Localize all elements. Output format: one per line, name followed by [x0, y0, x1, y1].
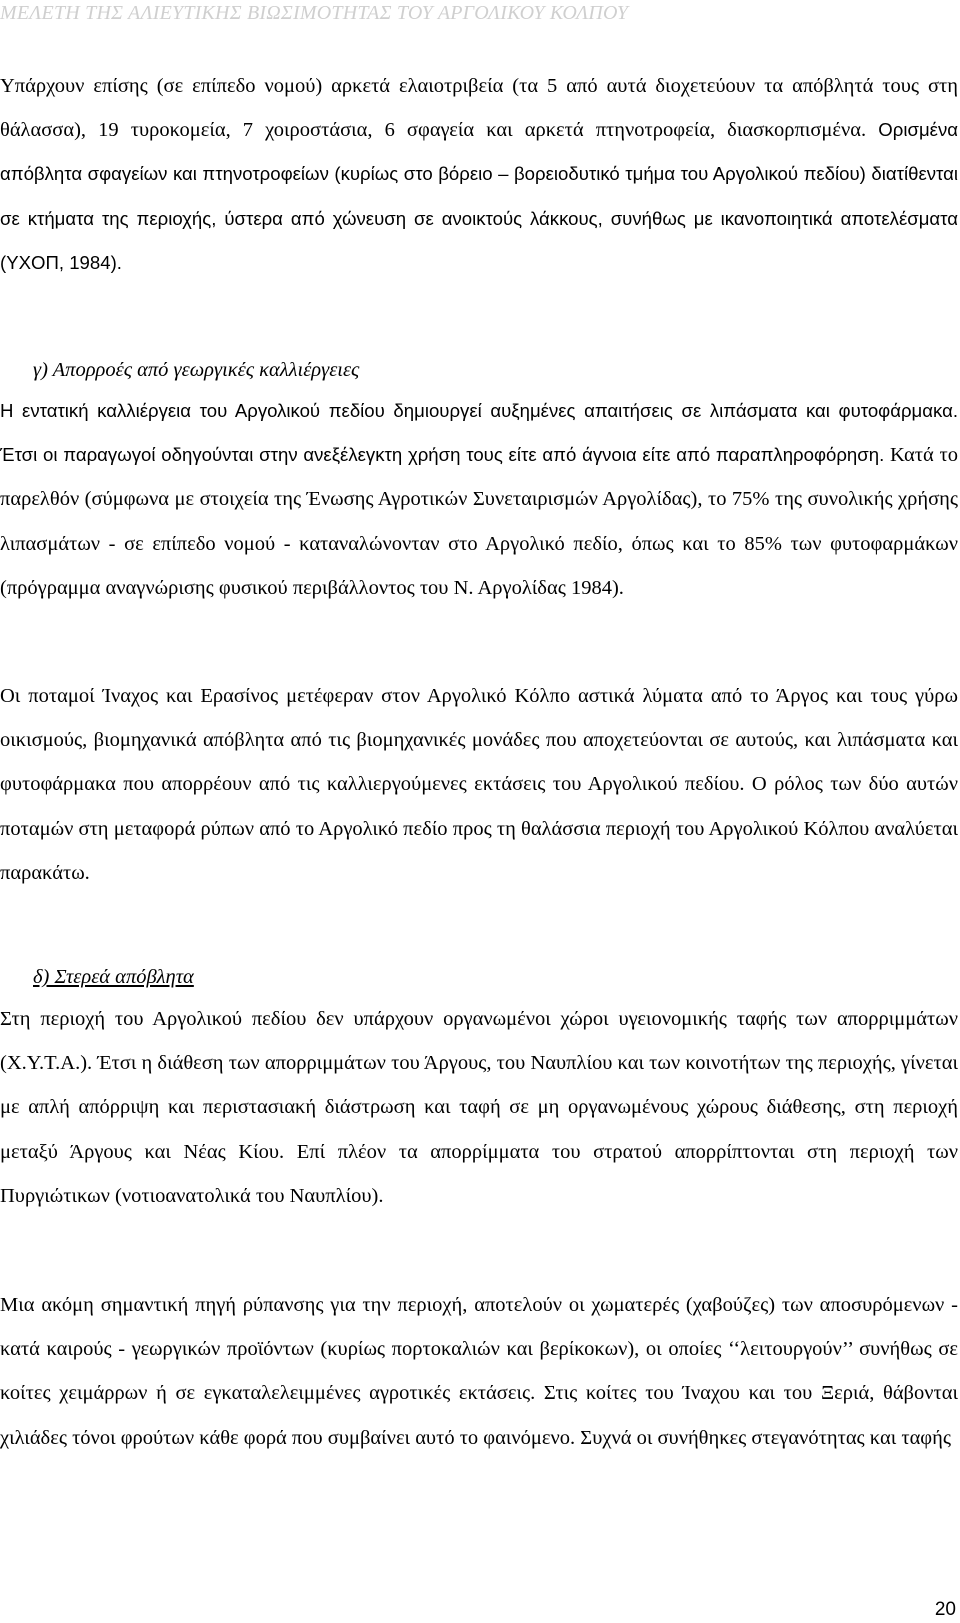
section-heading-solid-waste: δ) Στερεά απόβλητα [33, 966, 194, 988]
paragraph-text: Οι ποταμοί Ίναχος και Ερασίνος μετέφεραν στον Αργολικό Κόλπο αστικά λύματα από το Άργος και τους γύρω οικισμούς, βιομηχανικά απόβλητα από τις βιομηχανικές μονάδες που αποχετεύονται σε αυτούς, και λιπάσματα και φυτοφάρμακα που απορρέουν από τις καλλιεργούμενες εκτάσεις του Αργολικού πεδίου. Ο ρόλος των δύο αυτών ποταμών στη μεταφορά ρύπων από το Αργολικό πεδίο προς τη θαλάσσια περιοχή του Αργολικού Κόλπου αναλύεται παρακάτω. [0, 685, 958, 884]
section-heading-agricultural-runoff: γ) Απορροές από γεωργικές καλλιέργειες [33, 359, 360, 381]
page-number: 20 [934, 1599, 956, 1620]
running-header: ΜΕΛΕΤΗ ΤΗΣ ΑΛΙΕΥΤΙΚΗΣ ΒΙΩΣΙΜΟΤΗΤΑΣ ΤΟΥ ΑΡΓΟΛΙΚΟΥ ΚΟΛΠΟΥ [0, 2, 629, 24]
paragraph-text: Μια ακόμη σημαντική πηγή ρύπανσης για την περιοχή, αποτελούν οι χωματερές (χαβούζες) των αποσυρόμενων - κατά καιρούς - γεωργικών προϊόντων (κυρίως πορτοκαλιών και βερίκοκων), οι οποίες ‘‘λειτουργούν’’ συνήθως σε κοίτες χειμάρρων ή σε εγκαταλελειμμένες αγροτικές εκτάσεις. Στις κοίτες του Ίναχου και του Ξεριά, θάβονται χιλιάδες τόνοι φρούτων κάθε φορά που συμβαίνει αυτό το φαινόμενο. Συχνά οι συνήθηκες στεγανότητας και ταφής [0, 1294, 958, 1449]
paragraph-produce-dumps [0, 1283, 958, 1460]
paragraph-agricultural-runoff [0, 389, 958, 610]
paragraph-text: Κατά το παρελθόν (σύμφωνα με στοιχεία της Ένωσης Αγροτικών Συνεταιρισμών Αργολίδας), το 75% της συνολικής χρήσης λιπασμάτων - σε επίπεδο νομού - καταναλώνονταν στο Αργολικό πεδίο, όπως και το 85% των φυτοφαρμάκων (πρόγραμμα αναγνώρισης φυσικού περιβάλλοντος του Ν. Αργολίδας 1984). [0, 444, 958, 599]
paragraph-text: Στη περιοχή του Αργολικού πεδίου δεν υπάρχουν οργανωμένοι χώροι υγειονομικής ταφής των απορριμμάτων (Χ.Υ.Τ.Α.). Έτσι η διάθεση των απορριμμάτων του Άργους, του Ναυπλίου και των κοινοτήτων της περιοχής, γίνεται με απλή απόρριψη και περιστασιακή διάστρωση και ταφή σε μη οργανωμένους χώρους διάθεσης, στη περιοχή μεταξύ Άργους και Νέας Κίου. Επί πλέον τα απορρίμματα του στρατού απορρίπτονται στη περιοχή των Πυργιώτικων (νοτιοανατολικά του Ναυπλίου). [0, 1008, 958, 1207]
paragraph-solid-waste [0, 997, 958, 1218]
paragraph-industrial-waste [0, 64, 958, 285]
paragraph-text: Η εντατική καλλιέργεια του Αργολικού πεδίου δημιουργεί αυξημένες απαιτήσεις σε λιπάσματα και φυτοφάρμακα. Έτσι οι παραγωγοί οδηγούνται στην ανεξέλεγκτη χρήση τους είτε από άγνοια είτε από παραπληροφόρηση. [0, 400, 958, 466]
paragraph-text: Υπάρχουν επίσης (σε επίπεδο νομού) αρκετά ελαιοτριβεία (τα 5 από αυτά διοχετεύουν τα απόβλητά τους στη θάλασσα), 19 τυροκομεία, 7 χοιροστάσια, 6 σφαγεία και αρκετά πτηνοτροφεία, διασκορπισμένα. [0, 75, 958, 142]
paragraph-rivers [0, 674, 958, 895]
paragraph-text: Ορισμένα απόβλητα σφαγείων και πτηνοτροφείων (κυρίως στο βόρειο – βορειοδυτικό τμήμα του Αργολικού πεδίου) διατίθενται σε κτήματα της περιοχής, ύστερα από χώνευση σε ανοικτούς λάκκους, συνήθως με ικανοποιητικά αποτελέσματα (ΥΧΟΠ, 1984). [0, 119, 958, 273]
